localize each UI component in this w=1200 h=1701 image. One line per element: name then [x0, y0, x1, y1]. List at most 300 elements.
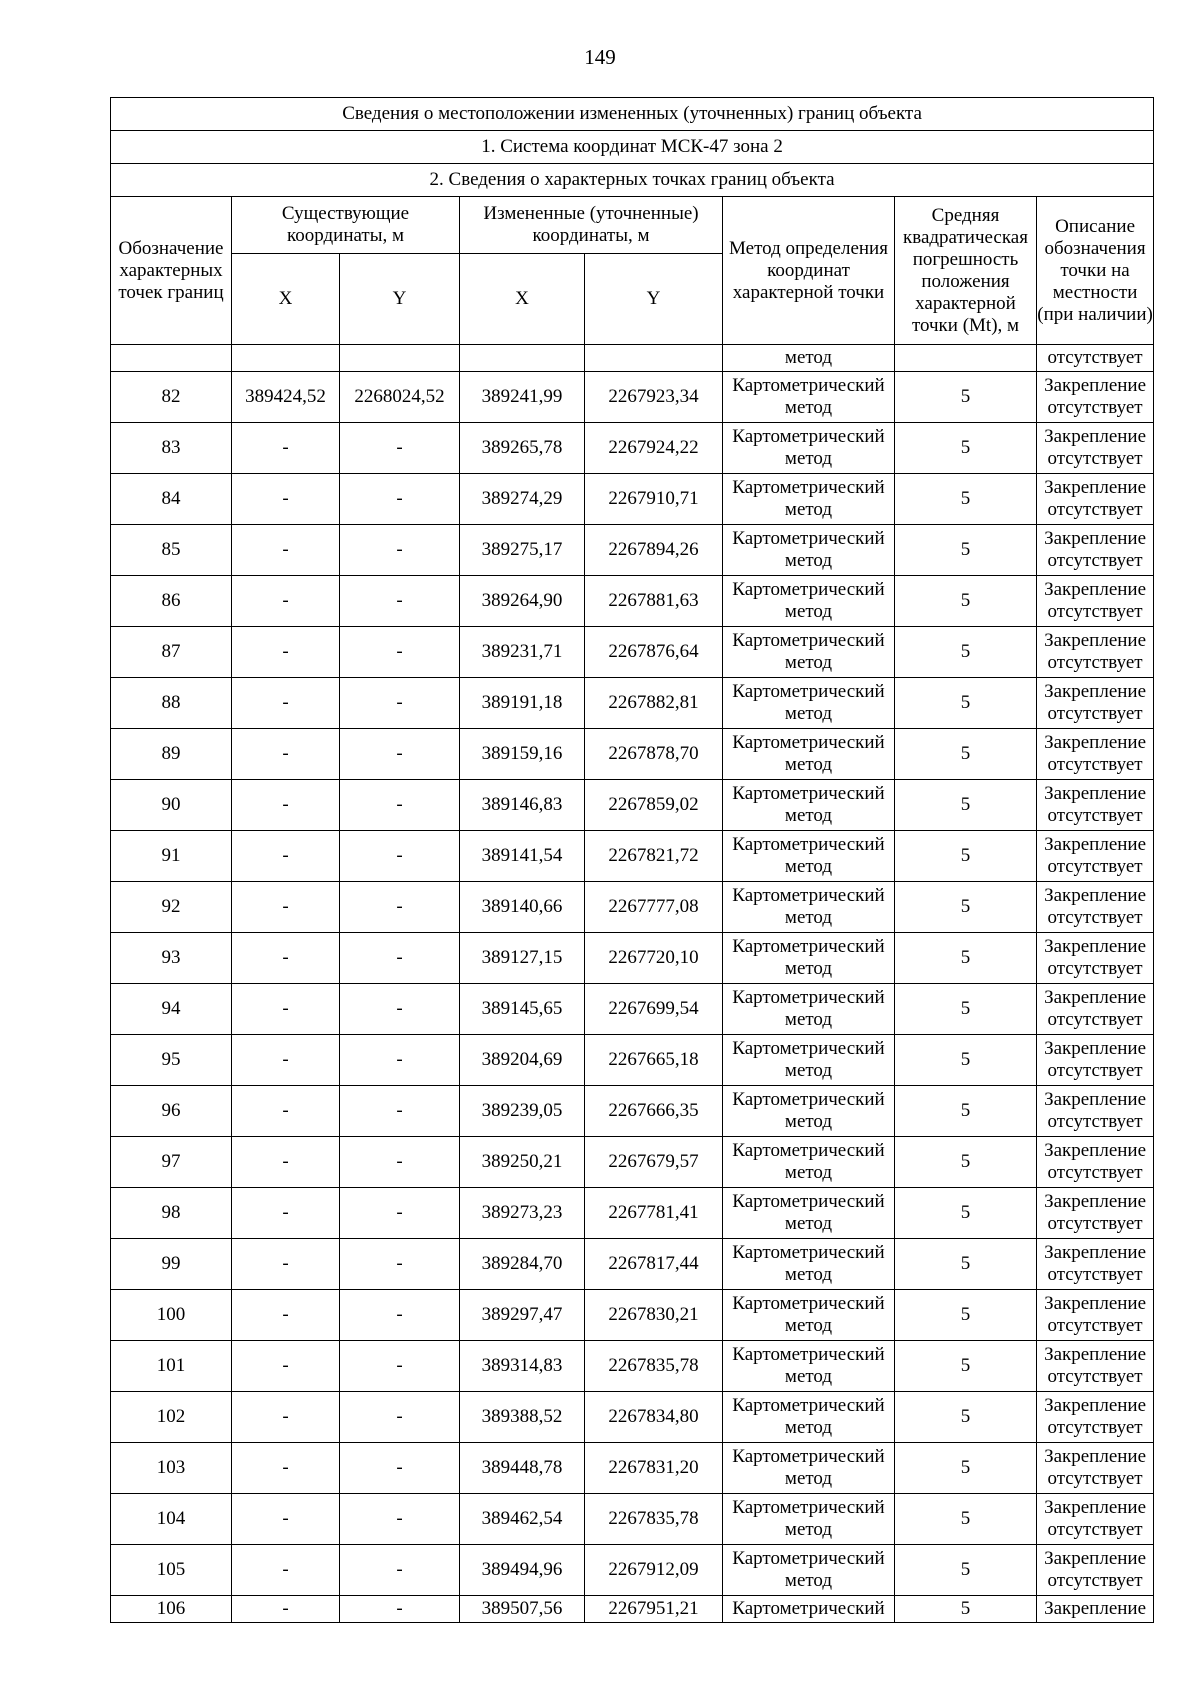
- continuation-method: метод: [723, 345, 895, 372]
- error-value: 5: [895, 576, 1037, 627]
- method-cell-line-1: Картометрический: [732, 630, 885, 651]
- changed-y: 2267910,71: [585, 474, 723, 525]
- existing-y: -: [340, 882, 460, 933]
- method-cell-line-1: Картометрический: [732, 936, 885, 957]
- description-cell-line-1: Закрепление: [1044, 1191, 1147, 1212]
- description-cell: [1037, 627, 1154, 678]
- description-cell: [1037, 1341, 1154, 1392]
- changed-x: 389462,54: [460, 1494, 585, 1545]
- changed-x: 389146,83: [460, 780, 585, 831]
- method-cell: [723, 1137, 895, 1188]
- method-cell-line-2: метод: [784, 397, 833, 418]
- description-cell-line-1: Закрепление: [1044, 1293, 1147, 1314]
- method-cell: [723, 1443, 895, 1494]
- error-value: 5: [895, 1188, 1037, 1239]
- existing-y: -: [340, 1443, 460, 1494]
- method-cell: Картометрический: [723, 1596, 895, 1623]
- method-cell: [723, 678, 895, 729]
- point-number: 90: [111, 780, 232, 831]
- existing-x: -: [232, 1035, 340, 1086]
- method-cell-line-2: метод: [784, 958, 833, 979]
- changed-y: 2267881,63: [585, 576, 723, 627]
- existing-x: -: [232, 933, 340, 984]
- changed-x: 389265,78: [460, 423, 585, 474]
- changed-y: 2267821,72: [585, 831, 723, 882]
- table-row: [111, 372, 1154, 423]
- point-number: 83: [111, 423, 232, 474]
- changed-x: 389141,54: [460, 831, 585, 882]
- changed-y: 2267817,44: [585, 1239, 723, 1290]
- existing-y: -: [340, 1239, 460, 1290]
- existing-y: -: [340, 1290, 460, 1341]
- changed-y: 2267720,10: [585, 933, 723, 984]
- description-cell: [1037, 1494, 1154, 1545]
- description-cell-line-2: отсутствует: [1047, 856, 1143, 877]
- description-cell-line-2: отсутствует: [1047, 1570, 1143, 1591]
- method-cell-line-1: Картометрический: [732, 528, 885, 549]
- description-cell-line-2: отсутствует: [1047, 907, 1143, 928]
- existing-x: -: [232, 729, 340, 780]
- description-cell-line-2: отсутствует: [1047, 1060, 1143, 1081]
- table-row: [111, 1290, 1154, 1341]
- error-value: 5: [895, 1341, 1037, 1392]
- table-row: [111, 1443, 1154, 1494]
- point-number: 98: [111, 1188, 232, 1239]
- existing-y: -: [340, 1188, 460, 1239]
- error-value: 5: [895, 729, 1037, 780]
- existing-x: -: [232, 423, 340, 474]
- description-cell-line-2: отсутствует: [1047, 1468, 1143, 1489]
- changed-y: 2267666,35: [585, 1086, 723, 1137]
- header-description: Описание обозначения точки на местности (при наличии): [1037, 197, 1154, 345]
- table-row: [111, 423, 1154, 474]
- description-cell: [1037, 1290, 1154, 1341]
- existing-y: -: [340, 1596, 460, 1623]
- description-cell-line-2: отсутствует: [1047, 703, 1143, 724]
- header-existing: Существующие координаты, м: [232, 197, 460, 254]
- table-title: Сведения о местоположении измененных (уточненных) границ объекта: [111, 98, 1154, 131]
- method-cell: [723, 1341, 895, 1392]
- description-cell-line-2: отсутствует: [1047, 397, 1143, 418]
- method-cell-line-2: метод: [784, 805, 833, 826]
- point-number: 106: [111, 1596, 232, 1623]
- cell-empty: [111, 345, 232, 372]
- header-error: Средняя квадратическая погрешность положения характерной точки (Mt), м: [895, 197, 1037, 345]
- existing-x: -: [232, 984, 340, 1035]
- method-cell-line-1: Картометрический: [732, 1038, 885, 1059]
- description-cell-line-1: Закрепление: [1044, 375, 1147, 396]
- existing-y: -: [340, 1137, 460, 1188]
- description-cell: [1037, 729, 1154, 780]
- method-cell-line-1: Картометрический: [732, 375, 885, 396]
- method-cell: [723, 780, 895, 831]
- error-value: 5: [895, 1545, 1037, 1596]
- header-existing-x: X: [232, 254, 340, 345]
- description-cell: [1037, 1086, 1154, 1137]
- description-cell-line-2: отсутствует: [1047, 1213, 1143, 1234]
- description-cell-line-2: отсутствует: [1047, 1519, 1143, 1540]
- description-cell-line-2: отсутствует: [1047, 805, 1143, 826]
- changed-x: 389241,99: [460, 372, 585, 423]
- error-value: 5: [895, 1035, 1037, 1086]
- error-value: 5: [895, 525, 1037, 576]
- description-cell: Закрепление: [1037, 1596, 1154, 1623]
- table-row: [111, 1035, 1154, 1086]
- method-cell: [723, 1494, 895, 1545]
- description-cell-line-2: отсутствует: [1047, 1264, 1143, 1285]
- point-number: 95: [111, 1035, 232, 1086]
- changed-y: 2267831,20: [585, 1443, 723, 1494]
- header-method: Метод определения координат характерной точки: [723, 197, 895, 345]
- method-cell: [723, 525, 895, 576]
- coordinate-system: 1. Система координат МСК-47 зона 2: [111, 131, 1154, 164]
- error-value: 5: [895, 474, 1037, 525]
- method-cell-line-1: Картометрический: [732, 987, 885, 1008]
- changed-x: 389250,21: [460, 1137, 585, 1188]
- existing-y: -: [340, 831, 460, 882]
- method-cell-line-2: метод: [784, 1468, 833, 1489]
- changed-x: 389204,69: [460, 1035, 585, 1086]
- description-cell-line-2: отсутствует: [1047, 1111, 1143, 1132]
- existing-y: -: [340, 1494, 460, 1545]
- table-row: [111, 525, 1154, 576]
- method-cell: [723, 984, 895, 1035]
- method-cell-line-1: Картометрический: [732, 1089, 885, 1110]
- table-row: [111, 882, 1154, 933]
- existing-x: -: [232, 1239, 340, 1290]
- changed-y: 2267876,64: [585, 627, 723, 678]
- changed-x: 389507,56: [460, 1596, 585, 1623]
- point-number: 94: [111, 984, 232, 1035]
- description-cell: [1037, 1188, 1154, 1239]
- description-cell: [1037, 1392, 1154, 1443]
- table-row: [111, 780, 1154, 831]
- description-cell-line-1: Закрепление: [1044, 732, 1147, 753]
- point-number: 100: [111, 1290, 232, 1341]
- method-cell-line-1: Картометрический: [732, 681, 885, 702]
- method-cell: [723, 627, 895, 678]
- method-cell-line-1: Картометрический: [732, 1548, 885, 1569]
- changed-y: 2267679,57: [585, 1137, 723, 1188]
- method-cell-line-1: Картометрический: [732, 1293, 885, 1314]
- description-cell: [1037, 1137, 1154, 1188]
- description-cell-line-1: Закрепление: [1044, 1344, 1147, 1365]
- method-cell-line-2: метод: [784, 856, 833, 877]
- method-cell-line-2: метод: [784, 550, 833, 571]
- existing-x: -: [232, 1545, 340, 1596]
- table-row: [111, 831, 1154, 882]
- existing-x: -: [232, 882, 340, 933]
- existing-x: -: [232, 1443, 340, 1494]
- existing-y: -: [340, 984, 460, 1035]
- description-cell: [1037, 1443, 1154, 1494]
- table-row: [111, 729, 1154, 780]
- table-row: [111, 1239, 1154, 1290]
- section-title: 2. Сведения о характерных точках границ объекта: [111, 164, 1154, 197]
- continuation-description: отсутствует: [1037, 345, 1154, 372]
- point-number: 82: [111, 372, 232, 423]
- header-designation: Обозначение характерных точек границ: [111, 197, 232, 345]
- existing-y: -: [340, 1545, 460, 1596]
- changed-y: 2267835,78: [585, 1341, 723, 1392]
- changed-x: 389275,17: [460, 525, 585, 576]
- description-cell-line-1: Закрепление: [1044, 834, 1147, 855]
- description-cell-line-1: Закрепление: [1044, 579, 1147, 600]
- description-cell: [1037, 831, 1154, 882]
- method-cell-line-1: Картометрический: [732, 426, 885, 447]
- existing-x: -: [232, 1392, 340, 1443]
- method-cell-line-1: Картометрический: [732, 732, 885, 753]
- existing-x: -: [232, 780, 340, 831]
- method-cell-line-1: Картометрический: [732, 1191, 885, 1212]
- method-cell: [723, 1086, 895, 1137]
- point-number: 86: [111, 576, 232, 627]
- method-cell-line-1: Картометрический: [732, 1446, 885, 1467]
- description-cell-line-1: Закрепление: [1044, 1497, 1147, 1518]
- existing-y: -: [340, 1341, 460, 1392]
- description-cell: [1037, 1035, 1154, 1086]
- changed-x: 389239,05: [460, 1086, 585, 1137]
- method-cell: [723, 882, 895, 933]
- point-number: 96: [111, 1086, 232, 1137]
- method-cell-line-2: метод: [784, 754, 833, 775]
- method-cell-line-2: метод: [784, 1111, 833, 1132]
- existing-y: -: [340, 576, 460, 627]
- point-number: 97: [111, 1137, 232, 1188]
- existing-x: -: [232, 474, 340, 525]
- error-value: 5: [895, 1443, 1037, 1494]
- existing-x: -: [232, 1086, 340, 1137]
- error-value: 5: [895, 1596, 1037, 1623]
- existing-x: -: [232, 1494, 340, 1545]
- error-value: 5: [895, 678, 1037, 729]
- existing-y: -: [340, 678, 460, 729]
- changed-x: 389273,23: [460, 1188, 585, 1239]
- existing-y: -: [340, 1086, 460, 1137]
- error-value: 5: [895, 1086, 1037, 1137]
- changed-y: 2267699,54: [585, 984, 723, 1035]
- description-cell-line-1: Закрепление: [1044, 936, 1147, 957]
- table-row: [111, 1137, 1154, 1188]
- cell-empty: [460, 345, 585, 372]
- point-number: 102: [111, 1392, 232, 1443]
- method-cell-line-1: Картометрический: [732, 1140, 885, 1161]
- method-cell-line-1: Картометрический: [732, 783, 885, 804]
- method-cell: [723, 1239, 895, 1290]
- description-cell-line-2: отсутствует: [1047, 1366, 1143, 1387]
- error-value: 5: [895, 984, 1037, 1035]
- changed-y: 2267834,80: [585, 1392, 723, 1443]
- existing-x: -: [232, 1137, 340, 1188]
- description-cell-line-1: Закрепление: [1044, 681, 1147, 702]
- method-cell-line-1: Картометрический: [732, 1497, 885, 1518]
- changed-x: 389231,71: [460, 627, 585, 678]
- method-cell-line-2: метод: [784, 1162, 833, 1183]
- description-cell-line-1: Закрепление: [1044, 1446, 1147, 1467]
- table-row: [111, 1341, 1154, 1392]
- error-value: 5: [895, 882, 1037, 933]
- existing-x: -: [232, 525, 340, 576]
- description-cell-line-1: Закрепление: [1044, 1140, 1147, 1161]
- description-cell-line-1: Закрепление: [1044, 783, 1147, 804]
- description-cell-line-1: Закрепление: [1044, 987, 1147, 1008]
- method-cell-line-1: Картометрический: [732, 477, 885, 498]
- method-cell: [723, 1545, 895, 1596]
- table-row: [111, 627, 1154, 678]
- method-cell: [723, 1188, 895, 1239]
- point-number: 105: [111, 1545, 232, 1596]
- description-cell: [1037, 525, 1154, 576]
- table-row: [111, 1494, 1154, 1545]
- point-number: 101: [111, 1341, 232, 1392]
- description-cell-line-2: отсутствует: [1047, 448, 1143, 469]
- description-cell-line-2: отсутствует: [1047, 1162, 1143, 1183]
- changed-x: 389140,66: [460, 882, 585, 933]
- point-number: 103: [111, 1443, 232, 1494]
- cell-empty: [340, 345, 460, 372]
- point-number: 89: [111, 729, 232, 780]
- description-cell-line-1: Закрепление: [1044, 1089, 1147, 1110]
- existing-x: -: [232, 1341, 340, 1392]
- header-changed-y: Y: [585, 254, 723, 345]
- continuation-row: [111, 345, 1154, 372]
- table-row: [111, 474, 1154, 525]
- method-cell: [723, 372, 895, 423]
- changed-y: 2267923,34: [585, 372, 723, 423]
- changed-y: 2267924,22: [585, 423, 723, 474]
- description-cell: [1037, 372, 1154, 423]
- table-row: [111, 576, 1154, 627]
- cell-empty: [232, 345, 340, 372]
- existing-y: -: [340, 933, 460, 984]
- method-cell-line-2: метод: [784, 703, 833, 724]
- table-row: [111, 1545, 1154, 1596]
- error-value: 5: [895, 1392, 1037, 1443]
- method-cell-line-2: метод: [784, 652, 833, 673]
- point-number: 84: [111, 474, 232, 525]
- description-cell-line-1: Закрепление: [1044, 426, 1147, 447]
- changed-y: 2267781,41: [585, 1188, 723, 1239]
- method-cell: [723, 933, 895, 984]
- changed-x: 389314,83: [460, 1341, 585, 1392]
- existing-x: -: [232, 678, 340, 729]
- method-cell-line-1: Картометрический: [732, 1344, 885, 1365]
- description-cell: [1037, 423, 1154, 474]
- changed-x: 389448,78: [460, 1443, 585, 1494]
- existing-x: -: [232, 627, 340, 678]
- error-value: 5: [895, 372, 1037, 423]
- error-value: 5: [895, 1494, 1037, 1545]
- changed-x: 389159,16: [460, 729, 585, 780]
- error-value: 5: [895, 627, 1037, 678]
- changed-x: 389191,18: [460, 678, 585, 729]
- table-row: [111, 1392, 1154, 1443]
- point-number: 99: [111, 1239, 232, 1290]
- error-value: 5: [895, 933, 1037, 984]
- changed-y: 2267951,21: [585, 1596, 723, 1623]
- description-cell: [1037, 933, 1154, 984]
- point-number: 93: [111, 933, 232, 984]
- header-existing-y: Y: [340, 254, 460, 345]
- method-cell: [723, 831, 895, 882]
- method-cell-line-1: Картометрический: [732, 885, 885, 906]
- page-number: 149: [584, 45, 616, 69]
- point-number: 104: [111, 1494, 232, 1545]
- method-cell-line-2: метод: [784, 448, 833, 469]
- changed-x: 389284,70: [460, 1239, 585, 1290]
- existing-y: -: [340, 474, 460, 525]
- existing-y: -: [340, 423, 460, 474]
- description-cell: [1037, 576, 1154, 627]
- point-number: 91: [111, 831, 232, 882]
- description-cell-line-2: отсутствует: [1047, 1009, 1143, 1030]
- point-number: 92: [111, 882, 232, 933]
- existing-x: -: [232, 831, 340, 882]
- table-row: [111, 1188, 1154, 1239]
- existing-y: -: [340, 1392, 460, 1443]
- method-cell-line-1: Картометрический: [732, 1242, 885, 1263]
- description-cell: [1037, 1545, 1154, 1596]
- changed-x: 389127,15: [460, 933, 585, 984]
- method-cell: [723, 474, 895, 525]
- changed-x: 389388,52: [460, 1392, 585, 1443]
- table-row: [111, 678, 1154, 729]
- changed-x: 389145,65: [460, 984, 585, 1035]
- changed-y: 2267912,09: [585, 1545, 723, 1596]
- description-cell-line-2: отсутствует: [1047, 499, 1143, 520]
- boundary-points-table: [110, 97, 1154, 1623]
- method-cell-line-1: Картометрический: [732, 1395, 885, 1416]
- error-value: 5: [895, 831, 1037, 882]
- description-cell: [1037, 780, 1154, 831]
- changed-x: 389494,96: [460, 1545, 585, 1596]
- table-row: [111, 984, 1154, 1035]
- existing-x: -: [232, 576, 340, 627]
- method-cell-line-2: метод: [784, 1366, 833, 1387]
- table-row: [111, 1086, 1154, 1137]
- method-cell: [723, 1035, 895, 1086]
- error-value: 5: [895, 423, 1037, 474]
- description-cell: [1037, 678, 1154, 729]
- changed-y: 2267777,08: [585, 882, 723, 933]
- method-cell-line-1: Картометрический: [732, 834, 885, 855]
- method-cell-line-2: метод: [784, 601, 833, 622]
- existing-x: -: [232, 1596, 340, 1623]
- description-cell-line-1: Закрепление: [1044, 1548, 1147, 1569]
- method-cell: [723, 1392, 895, 1443]
- description-cell-line-2: отсутствует: [1047, 652, 1143, 673]
- changed-y: 2267878,70: [585, 729, 723, 780]
- method-cell-line-2: метод: [784, 1570, 833, 1591]
- method-cell: [723, 729, 895, 780]
- description-cell-line-2: отсутствует: [1047, 1315, 1143, 1336]
- error-value: 5: [895, 1137, 1037, 1188]
- changed-y: 2267859,02: [585, 780, 723, 831]
- method-cell-line-2: метод: [784, 1213, 833, 1234]
- changed-y: 2267894,26: [585, 525, 723, 576]
- header-changed: Измененные (уточненные) координаты, м: [460, 197, 723, 254]
- changed-y: 2267882,81: [585, 678, 723, 729]
- description-cell-line-1: Закрепление: [1044, 477, 1147, 498]
- error-value: 5: [895, 1239, 1037, 1290]
- description-cell-line-2: отсутствует: [1047, 958, 1143, 979]
- method-cell-line-2: метод: [784, 1009, 833, 1030]
- header-changed-x: X: [460, 254, 585, 345]
- point-number: 88: [111, 678, 232, 729]
- method-cell-line-2: метод: [784, 1315, 833, 1336]
- existing-y: -: [340, 627, 460, 678]
- existing-x: 389424,52: [232, 372, 340, 423]
